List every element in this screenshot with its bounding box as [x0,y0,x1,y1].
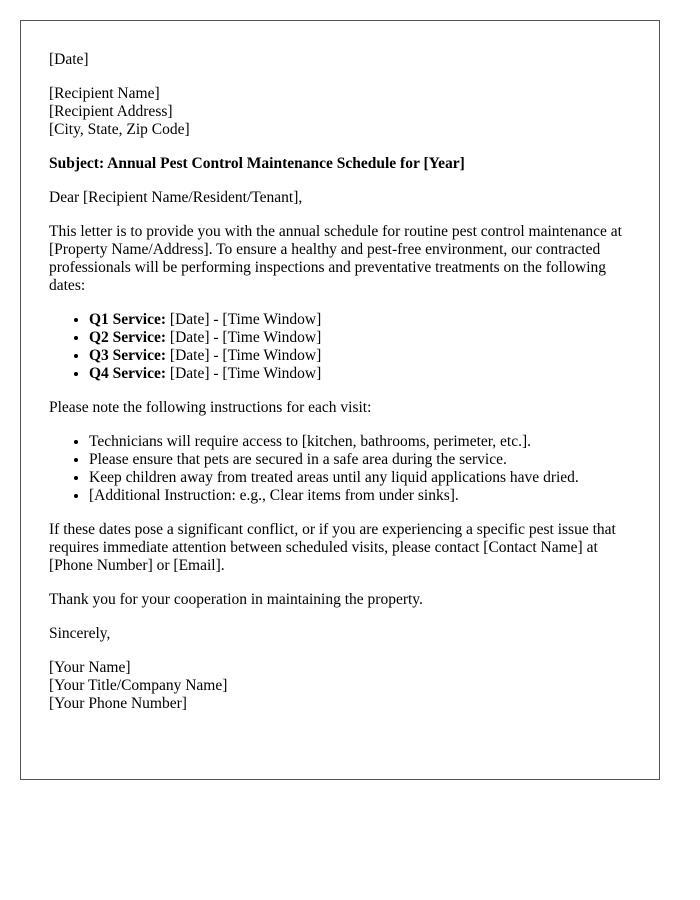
schedule-value: [Date] - [Time Window] [166,365,322,382]
signature-title: [Your Title/Company Name] [49,677,228,694]
instruction-item: • Keep children away from treated areas until any liquid applications have dried. [89,469,631,487]
instruction-item: • Please ensure that pets are secured in a safe area during the service. [89,451,631,469]
schedule-value: [Date] - [Time Window] [166,347,322,364]
schedule-label: Q4 Service: [89,365,167,382]
signature-name: [Your Name] [49,659,131,676]
instructions-intro: Please note the following instructions for each visit: [49,399,372,416]
signature-block [49,659,631,713]
conflict-paragraph: If these dates pose a significant conflict, or if you are experiencing a specific pest issue that requires immediate attention between scheduled visits, please contact [Contact Name] at [Phone Number] or [Email]. [49,521,616,574]
recipient-name: [Recipient Name] [49,85,160,102]
closing: Sincerely, [49,625,111,642]
instruction-item: • [Additional Instruction: e.g., Clear items from under sinks]. [89,487,631,505]
schedule-value: [Date] - [Time Window] [166,311,322,328]
schedule-item-q2 [89,329,631,347]
signature-phone: [Your Phone Number] [49,695,187,712]
recipient-block [49,85,631,139]
schedule-label: Q2 Service: [89,329,167,346]
schedule-label: Q3 Service: [89,347,167,364]
instruction-item: • Technicians will require access to [kitchen, bathrooms, perimeter, etc.]. [89,433,631,451]
salutation: Dear [Recipient Name/Resident/Tenant], [49,189,303,206]
schedule-label: Q1 Service: [89,311,167,328]
intro-paragraph: This letter is to provide you with the annual schedule for routine pest control maintenance at [Property Name/Address]. To ensure a healthy and pest-free environment, our contracted professionals will be performing inspections and preventative treatments on the following dates: [49,223,622,294]
subject-line: Subject: Annual Pest Control Maintenance Schedule for [Year] [49,155,465,172]
schedule-item-q3 [89,347,631,365]
recipient-address: [Recipient Address] [49,103,173,120]
schedule-item-q4 [89,365,631,383]
instructions-list [49,433,631,505]
recipient-city-state-zip: [City, State, Zip Code] [49,121,190,138]
date-text: [Date] [49,51,89,68]
schedule-item-q1 [89,311,631,329]
letter-page [20,20,660,780]
schedule-value: [Date] - [Time Window] [166,329,322,346]
thanks-paragraph: Thank you for your cooperation in maintaining the property. [49,591,423,608]
date-line [49,51,631,69]
schedule-list [49,311,631,383]
